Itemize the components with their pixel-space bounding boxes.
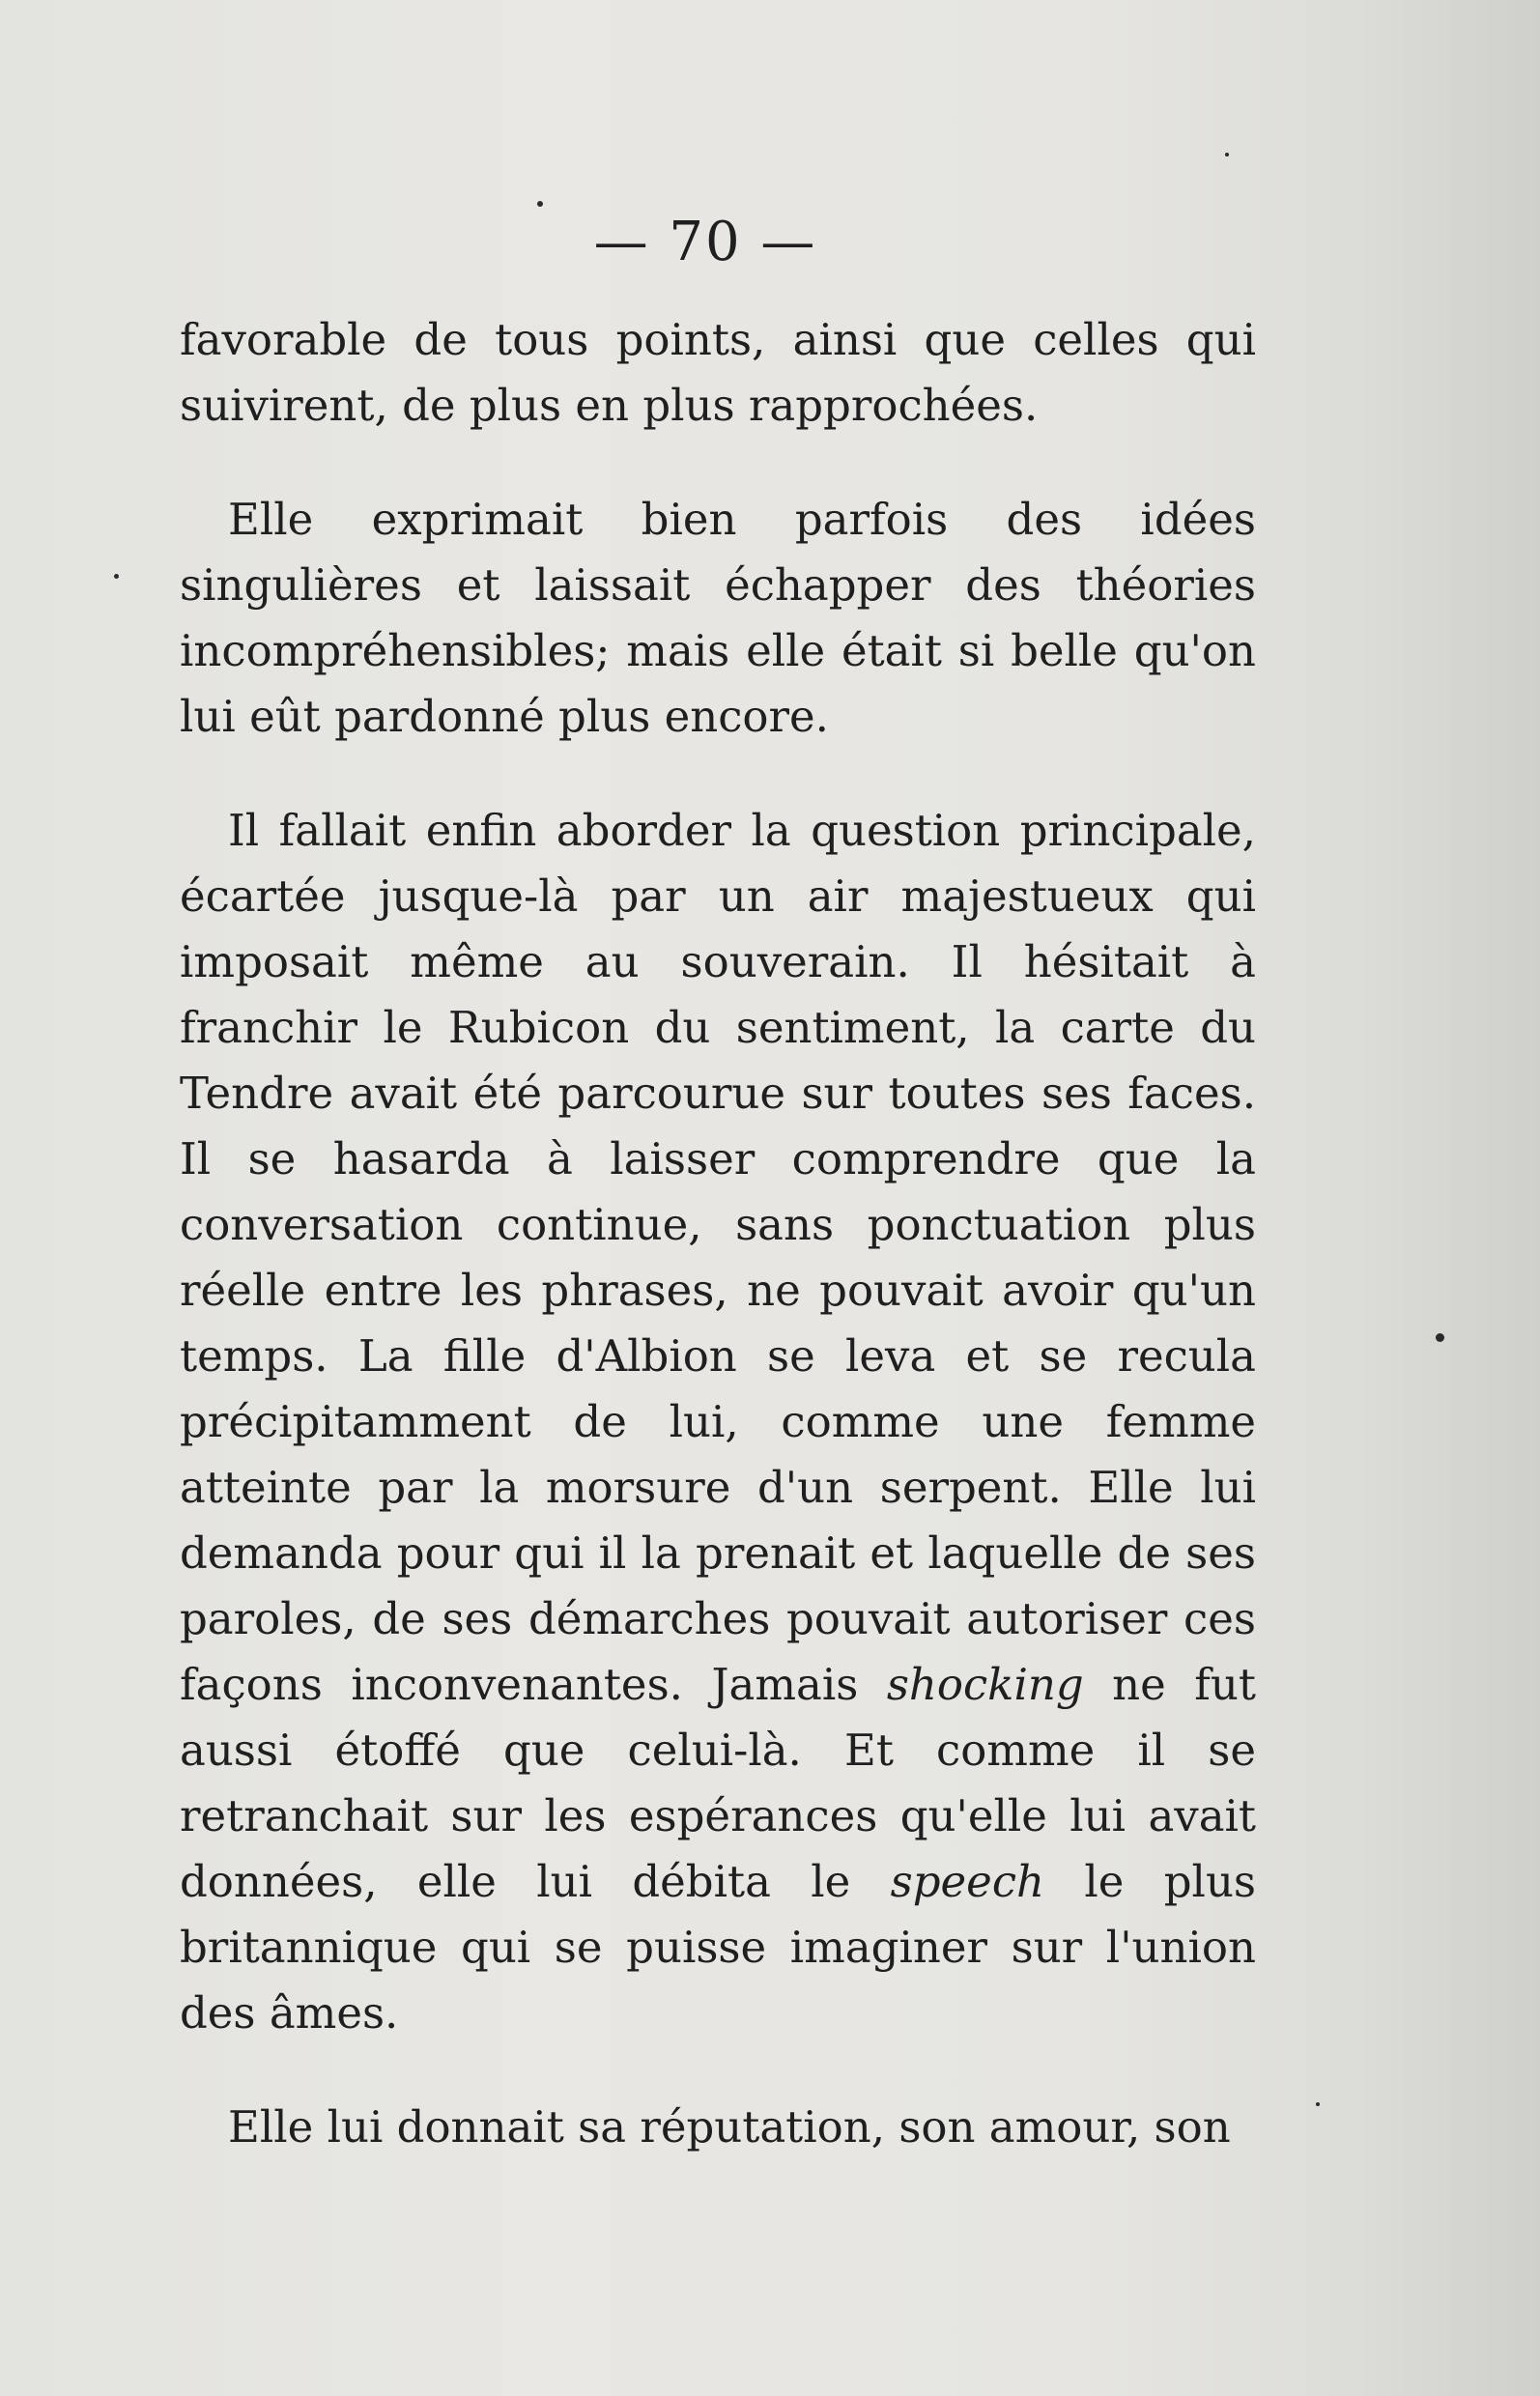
paper-speck (1436, 1333, 1444, 1342)
paper-speck (114, 574, 119, 579)
italic-word-shocking: shocking (886, 1659, 1084, 1710)
paper-speck (537, 201, 543, 207)
page-body-text (180, 307, 1256, 2160)
paper-speck (1316, 2102, 1320, 2106)
paragraph-singular-ideas: Elle exprimait bien parfois des idées singulières et laissait échapper des théories incompréhensibles; mais elle était si belle qu'on lui eût pardonné plus encore. (180, 494, 1256, 742)
paragraph-main-question (180, 798, 1256, 2046)
page-number: — 70 — (593, 211, 817, 273)
paragraph-continuation: favorable de tous points, ainsi que celles qui suivirent, de plus en plus rapprochées. (180, 314, 1256, 431)
paragraph-reputation: Elle lui donnait sa réputation, son amour, son (228, 2101, 1231, 2153)
text-segment: le plus britannique qui se puisse imaginer sur l'union des âmes. (180, 1856, 1257, 2039)
paper-speck (1225, 153, 1229, 157)
text-segment: ne fut aussi étoffé que celui-là. Et comme il se retranchait sur les espérances qu'elle lui avait données, elle lui débita le (180, 1659, 1256, 1907)
italic-word-speech: speech (890, 1856, 1045, 1907)
text-segment: Il fallait enfin aborder la question principale, écartée jusque-là par un air majestueux qui imposait même au souverain. Il hésitait à franchir le Rubicon du sentiment, la carte du Tendre avait été parcourue sur toutes ses faces. Il se hasarda à laisser comprendre que la conversation continue, sans ponctuation plus réelle entre les phrases, ne pouvait avoir qu'un temps. La fille d'Albion se leva et se recula précipitamment de lui, comme une femme atteinte par la morsure d'un serpent. Elle lui demanda pour qui il la prenait et laquelle de ses paroles, de ses démarches pouvait autoriser ces façons inconvenantes. Jamais (180, 805, 1256, 1710)
